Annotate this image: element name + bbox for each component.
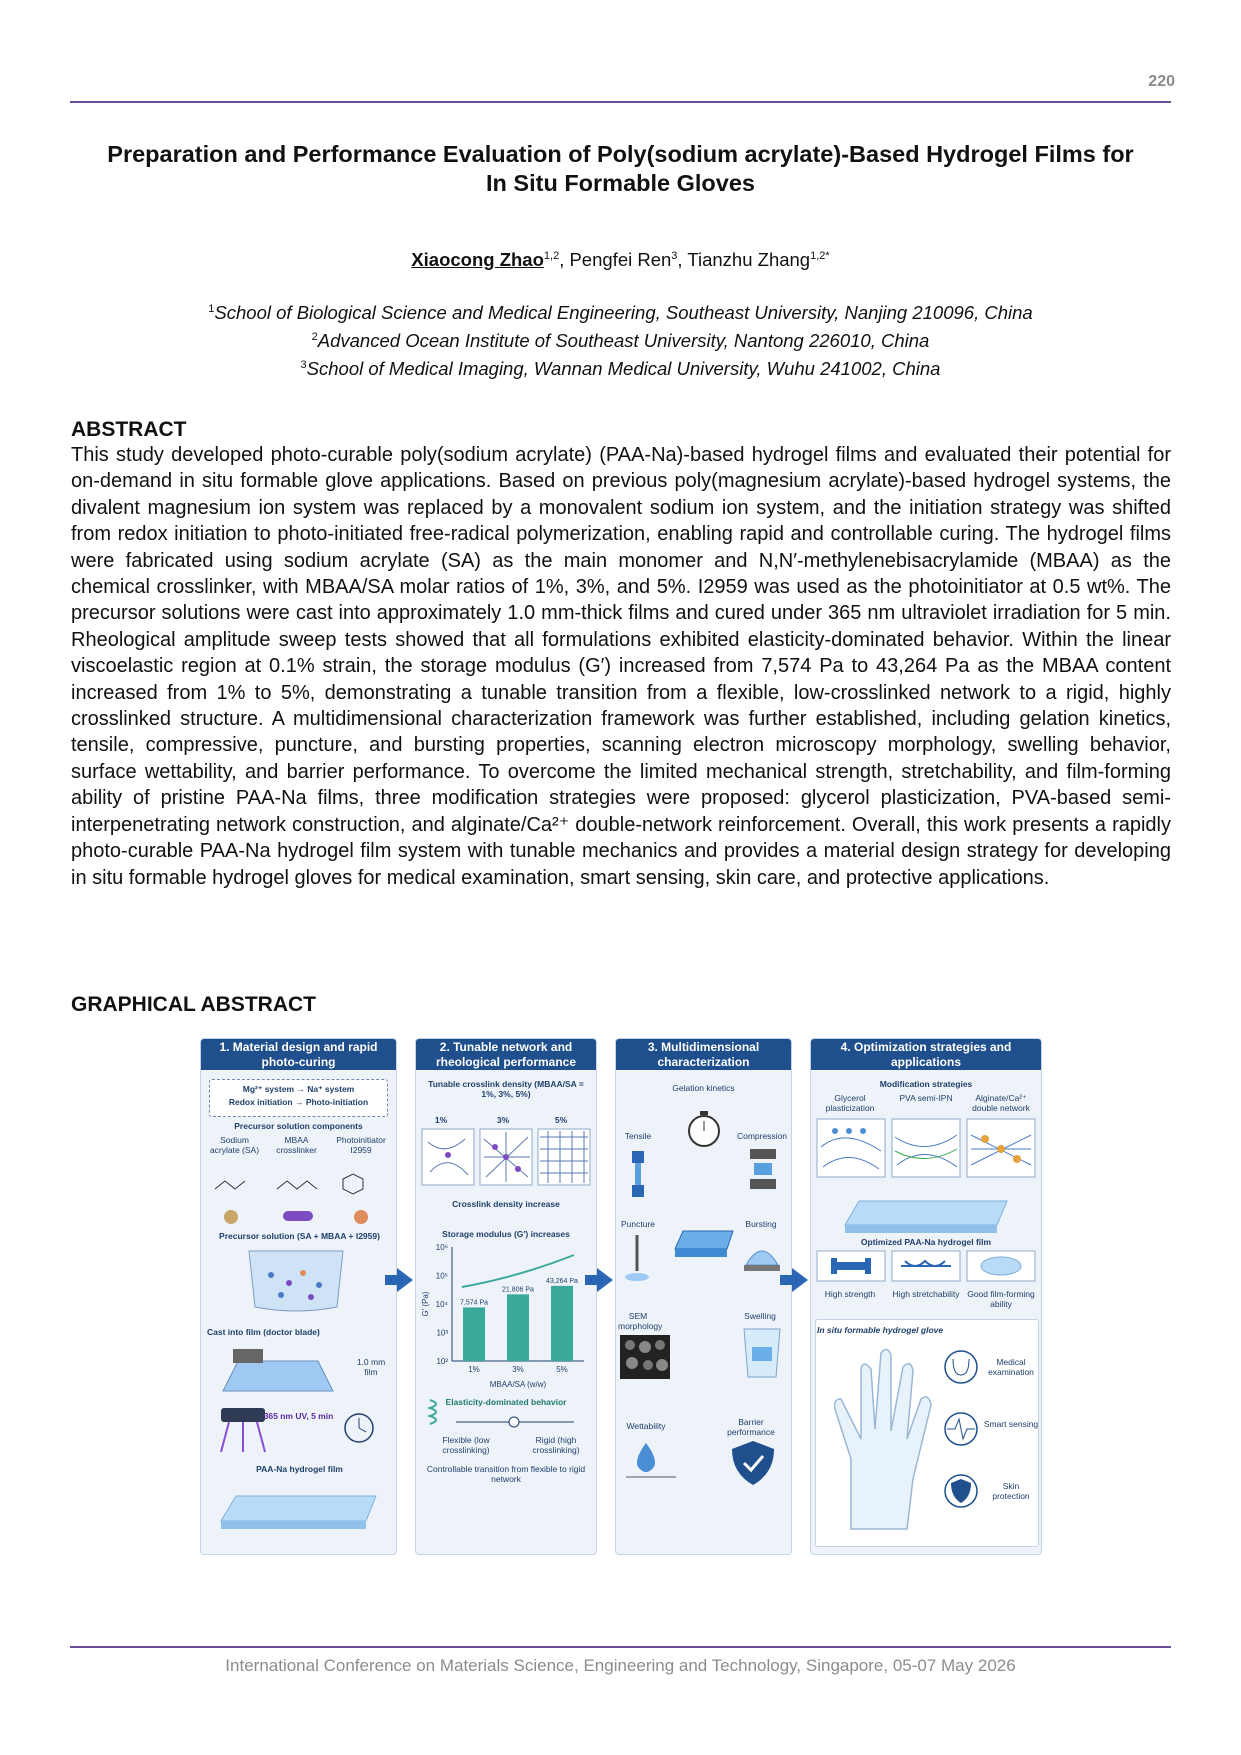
x-tick-label: 1%	[468, 1365, 480, 1374]
paper-title	[70, 140, 1171, 198]
affiliation-text: School of Medical Imaging, Wannan Medical University, Wuhu 241002, China	[306, 358, 941, 380]
density-increase-label: Crosslink density increase	[452, 1199, 560, 1209]
panel-title: 1. Material design and rapid photo-curing	[201, 1039, 396, 1070]
feature-film: Good film-forming ability	[967, 1289, 1035, 1309]
panel-optimization	[810, 1038, 1042, 1555]
molecule-structures	[201, 1159, 396, 1229]
puncture-icon	[624, 1233, 650, 1283]
swelling-beaker-icon	[740, 1325, 784, 1381]
uv-label: 365 nm UV, 5 min	[263, 1411, 334, 1421]
optimized-label: Optimized PAA-Na hydrogel film	[860, 1237, 992, 1247]
network-density-icons	[420, 1127, 592, 1189]
app-sensing: Smart sensing	[983, 1419, 1039, 1429]
bar-data-label: 7,574 Pa	[459, 1299, 489, 1307]
affiliation-sup: 1	[208, 303, 215, 315]
spring-slider-icon	[424, 1394, 588, 1434]
y-tick-label: 10⁶	[435, 1243, 448, 1252]
stethoscope-icon	[945, 1351, 977, 1383]
doctor-blade-icon	[213, 1341, 343, 1399]
glove-hand-icon	[821, 1339, 941, 1539]
water-drop-icon	[626, 1437, 676, 1481]
sem-label: SEM morphology	[618, 1311, 663, 1331]
flow-arrow-icon	[792, 1268, 808, 1292]
i2959-sphere	[354, 1210, 368, 1224]
film-label: PAA-Na hydrogel film	[256, 1464, 343, 1474]
abstract-heading: ABSTRACT	[71, 418, 187, 441]
initiation-line: Redox initiation → Photo-initiation	[228, 1097, 369, 1107]
component-sa: Sodium acrylate (SA)	[209, 1135, 260, 1155]
network-pct: 1%	[434, 1115, 448, 1125]
feature-icons	[815, 1249, 1037, 1285]
stopwatch-icon	[686, 1109, 722, 1149]
mod-title: Modification strategies	[879, 1079, 973, 1089]
components-title: Precursor solution components	[234, 1121, 363, 1131]
feature-strength: High strength	[824, 1289, 876, 1299]
bar-data-label: 21,806 Pa	[502, 1286, 534, 1294]
sem-image-icon	[620, 1335, 670, 1379]
affiliation-text: School of Biological Science and Medical Engineering, Southeast University, Nanjing 210096, China	[214, 302, 1033, 324]
footer-text: International Conference on Materials Science, Engineering and Technology, Singapore, 05-07 May 2026	[225, 1656, 1016, 1675]
flexible-label: Flexible (low crosslinking)	[442, 1435, 490, 1455]
bursting-label: Bursting	[745, 1219, 777, 1229]
rigid-label: Rigid (high crosslinking)	[532, 1435, 580, 1455]
elastic-label: Elasticity-dominated behavior	[445, 1397, 567, 1407]
graphical-abstract-figure	[200, 1038, 1040, 1553]
application-icons	[941, 1347, 981, 1517]
app-skin: Skin protection	[992, 1481, 1030, 1501]
wettability-label: Wettability	[626, 1421, 666, 1431]
strategy-network-icons	[815, 1117, 1037, 1179]
affiliation-sup: 2	[311, 331, 318, 344]
bar	[551, 1286, 573, 1361]
panel-tunable-network	[415, 1038, 597, 1555]
strategy-alginate: Alginate/Ca²⁺ double network	[972, 1093, 1030, 1113]
sa-sphere	[224, 1210, 238, 1224]
bar	[507, 1294, 529, 1361]
author-sup: 3	[671, 249, 678, 262]
component-mbaa: MBAA crosslinker	[276, 1135, 317, 1155]
author-name: Xiaocong Zhao	[411, 249, 544, 270]
panel-title: 2. Tunable network and rheological performance	[416, 1039, 596, 1070]
y-tick-label: 10³	[436, 1328, 448, 1338]
title-line-1: Preparation and Performance Evaluation of Poly(sodium acrylate)-Based Hydrogel Films for	[107, 141, 1134, 167]
modulus-title: Storage modulus (G′) increases	[442, 1229, 570, 1239]
glove-title: In situ formable hydrogel glove	[817, 1325, 944, 1335]
affiliation	[70, 297, 1171, 325]
footer-rule	[70, 1646, 1171, 1648]
bursting-icon	[742, 1235, 782, 1275]
transition-label: Controllable transition from flexible to rigid network	[426, 1464, 586, 1484]
panel-material-design	[200, 1038, 397, 1555]
density-title: Tunable crosslink density (MBAA/SA = 1%, 3%, 5%)	[428, 1079, 584, 1099]
panel-title: 3. Multidimensional characterization	[616, 1039, 791, 1070]
header-rule	[70, 101, 1171, 103]
flow-arrow-icon	[397, 1268, 413, 1292]
storage-modulus-chart	[420, 1241, 592, 1391]
compression-icon	[748, 1147, 778, 1191]
bar-data-label: 43,264 Pa	[546, 1277, 578, 1285]
beaker-icon	[241, 1245, 351, 1315]
mbaa-dumbbell	[283, 1211, 313, 1221]
x-axis-label: MBAA/SA (w/w)	[489, 1380, 547, 1389]
y-tick-label: 10⁴	[435, 1300, 448, 1309]
x-tick-label: 3%	[512, 1365, 524, 1374]
precursor-label: Precursor solution (SA + MBAA + I2959)	[219, 1231, 380, 1241]
optimized-film-icon	[841, 1187, 1011, 1237]
swelling-label: Swelling	[744, 1311, 776, 1321]
abstract-body: This study developed photo-curable poly(sodium acrylate) (PAA-Na)-based hydrogel films and evaluated their potential for on-demand in situ formable glove applications. Based on previous poly(magnesium acrylate)-based hydrogel systems, the divalent magnesium ion system was replaced by a monovalent sodium ion system, and the initiation strategy was shifted from redox initiation to photo-initiated free-radical polymerization, enabling rapid and controllable curing. The hydrogel films were fabricated using sodium acrylate (SA) as the main monomer and N,N′-methylenebisacrylamide (MBAA) as the chemical crosslinker, with MBAA/SA molar ratios of 1%, 3%, and 5%. I2959 was used as the photoinitiator at 0.5 wt%. The precursor solutions were cast into approximately 1.0 mm-thick films and cured under 365 nm ultraviolet irradiation for 5 min. Rheological amplitude sweep tests showed that all formulations exhibited elasticity-dominated behavior. Within the linear viscoelastic region at 0.1% strain, the storage modulus (G′) increased from 7,574 Pa to 43,264 Pa as the MBAA content increased from 1% to 5%, demonstrating a tunable transition from a flexible, low-crosslinked network to a rigid, highly crosslinked structure. A multidimensional characterization framework was further established, including gelation kinetics, tensile, compressive, puncture, and bursting properties, scanning electron microscopy morphology, swelling behavior, surface wettability, and barrier performance. To overcome the limited mechanical strength, stretchability, and film-forming ability of pristine PAA-Na films, three modification strategies were proposed: glycerol plasticization, PVA-based semi-interpenetrating network construction, and alginate/Ca²⁺ double-network reinforcement. Overall, this work presents a rapidly photo-curable PAA-Na hydrogel film system with tunable mechanics and provides a material design strategy for developing in situ formable hydrogel gloves for medical examination, smart sensing, skin care, and protective applications.	[71, 444, 1171, 889]
app-medical: Medical examination	[988, 1357, 1034, 1377]
hydrogel-film-icon	[216, 1481, 381, 1536]
feature-stretch: High stretchability	[892, 1289, 960, 1299]
network-pct: 5%	[554, 1115, 568, 1125]
barrier-label: Barrier performance	[727, 1417, 775, 1437]
hydrogel-center-icon	[671, 1209, 737, 1269]
affiliation	[70, 325, 1171, 353]
component-i2959: Photoinitiator I2959	[336, 1135, 386, 1155]
bar	[463, 1307, 485, 1361]
system-line: Mg²⁺ system → Na⁺ system	[242, 1084, 355, 1094]
page-number: 220	[1148, 73, 1175, 90]
x-tick-label: 5%	[556, 1365, 568, 1374]
shield-icon	[728, 1439, 778, 1487]
panel-characterization	[615, 1038, 792, 1555]
author-list: Xiaocong Zhao$^{1,2}$, Pengfei Ren$^3$, Tianzhu Zhang$^{1,2*}$	[411, 249, 830, 270]
puncture-label: Puncture	[620, 1219, 656, 1229]
title-line-2: In Situ Formable Gloves	[486, 170, 755, 196]
author-sup: 1,2*	[810, 249, 830, 262]
cast-label: Cast into film (doctor blade)	[207, 1327, 320, 1337]
thickness-label: 1.0 mm film	[356, 1357, 386, 1377]
tensile-icon	[628, 1149, 648, 1199]
y-tick-label: 10²	[436, 1357, 448, 1366]
author-name: Pengfei Ren	[569, 249, 672, 270]
author-name: Tianzhu Zhang	[687, 249, 811, 270]
y-axis-label: G′ (Pa)	[421, 1291, 430, 1317]
strategy-pva: PVA semi-IPN	[899, 1093, 953, 1103]
network-pct: 3%	[496, 1115, 510, 1125]
affiliation-list	[70, 297, 1171, 381]
affiliation	[70, 353, 1171, 381]
strategy-glycerol: Glycerol plasticization	[825, 1093, 875, 1113]
graphical-abstract-heading: GRAPHICAL ABSTRACT	[71, 993, 316, 1016]
affiliation-sup: 3	[300, 359, 307, 372]
author-sup: 1,2	[543, 249, 560, 262]
gelation-label: Gelation kinetics	[672, 1083, 735, 1093]
panel-title: 4. Optimization strategies and applications	[811, 1039, 1041, 1070]
affiliation-text: Advanced Ocean Institute of Southeast University, Nantong 226010, China	[317, 330, 930, 352]
flow-arrow-icon	[597, 1268, 613, 1292]
compression-label: Compression	[736, 1131, 788, 1141]
tensile-label: Tensile	[624, 1131, 652, 1141]
y-tick-label: 10⁵	[435, 1271, 448, 1281]
